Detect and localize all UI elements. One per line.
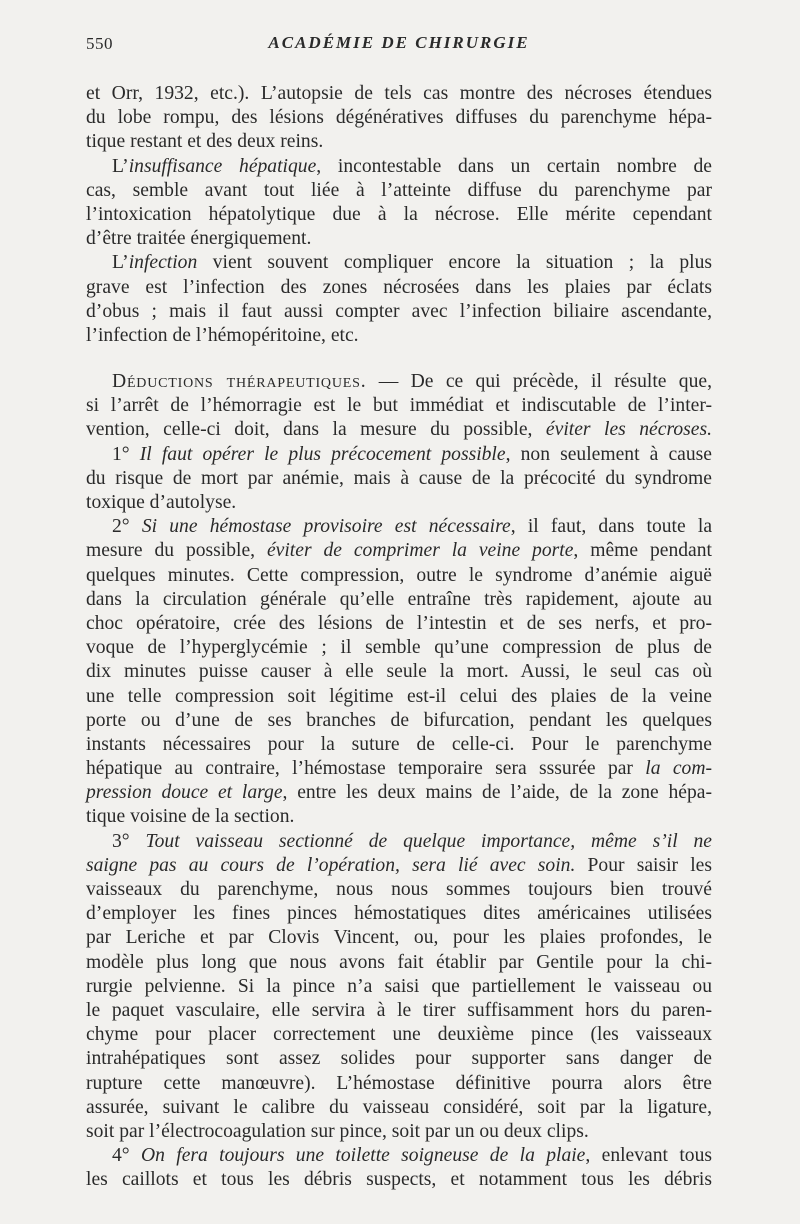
- text-line: [86, 82, 712, 106]
- text-segment: modèle plus long que nous avons fait établir par Gentile pour la chi-: [86, 951, 712, 973]
- text-line: [86, 324, 712, 348]
- text-line: [86, 370, 712, 394]
- text-line: [86, 781, 712, 805]
- text-segment: vaisseaux du parenchyme, nous nous sommes toujours bien trouvé: [86, 879, 712, 900]
- text-line: [86, 636, 712, 660]
- text-segment: le paquet vasculaire, elle servira à le tirer suffisamment hors du paren-: [86, 999, 712, 1021]
- text-segment: , non seulement à cause: [505, 443, 712, 465]
- text-segment: rupture cette manœuvre). L’hémostase définitive pourra alors être: [86, 1072, 712, 1094]
- text-line: [86, 854, 712, 878]
- text-line: [86, 394, 712, 418]
- text-segment: instants nécessaires pour la suture de celle-ci. Pour le parenchyme: [86, 733, 712, 755]
- text-segment: du risque de mort par anémie, mais à cause de la précocité du syndrome: [86, 467, 712, 489]
- italic-text: Il faut opérer le plus précocement possible: [139, 443, 506, 465]
- text-line: [86, 975, 712, 999]
- text-segment: voque de l’hyperglycémie ; il semble qu’une compression de plus de: [86, 637, 712, 659]
- italic-text: insuffisance hépatique: [128, 155, 317, 177]
- text-segment: d’être traitée énergiquement.: [86, 228, 312, 250]
- text-segment: soit par l’électrocoagulation sur pince, soit par un ou deux clips.: [86, 1120, 589, 1142]
- text-line: [86, 227, 712, 251]
- text-line: [86, 300, 712, 324]
- text-segment: Pour saisir les: [575, 854, 712, 876]
- text-line: [86, 999, 712, 1023]
- text-segment: vention, celle-ci doit, dans la mesure du possible,: [86, 419, 546, 441]
- text-segment: une telle compression soit légitime est-il celui des plaies de la veine: [86, 685, 712, 707]
- text-segment: toxique d’autolyse.: [86, 492, 237, 513]
- text-line: [86, 757, 712, 781]
- italic-text: saigne pas au cours de l’opération, sera lié avec soin.: [86, 854, 576, 876]
- text-line: [86, 155, 712, 179]
- text-segment: dans la circulation générale qu’elle entraîne très rapidement, ajoute au: [86, 588, 712, 610]
- small-caps-heading: Déductions thérapeutiques.: [112, 371, 367, 393]
- paragraph-gap: [86, 348, 712, 370]
- text-segment: d’employer les fines pinces hémostatiques dites américaines utilisées: [86, 903, 712, 925]
- text-segment: , entre les deux mains de l’aide, de la zone hépa-: [282, 782, 712, 804]
- text-segment: — De ce qui précède, il résulte que,: [366, 371, 712, 393]
- running-title: ACADÉMIE DE CHIRURGIE: [268, 33, 530, 52]
- text-line: [86, 179, 712, 203]
- text-segment: d’obus ; mais il faut aussi compter avec l’infection biliaire ascendante,: [86, 300, 712, 322]
- text-line: [86, 1168, 712, 1192]
- text-segment: par Leriche et par Clovis Vincent, ou, pour les plaies profondes, le: [86, 927, 712, 949]
- text-segment: assurée, suivant le calibre du vaisseau considéré, soit par la ligature,: [86, 1096, 712, 1118]
- text-line: [86, 660, 712, 684]
- text-line: [86, 685, 712, 709]
- text-line: [86, 443, 712, 467]
- text-segment: du lobe rompu, des lésions dégénératives diffuses du parenchyme hépa-: [86, 107, 712, 129]
- italic-text: Tout vaisseau sectionné de quelque importance, même s’il ne: [145, 830, 712, 852]
- text-segment: vient souvent compliquer encore la situation ; la plus: [197, 252, 712, 274]
- text-segment: rurgie pelvienne. Si la pince n’a saisi que partiellement le vaisseau ou: [86, 975, 712, 997]
- text-segment: L’: [112, 155, 129, 177]
- text-segment: intrahépatiques sont assez solides pour supporter sans danger de: [86, 1048, 712, 1070]
- text-segment: l’intoxication hépatolytique due à la nécrose. Elle mérite cependant: [86, 203, 712, 225]
- italic-text: la com-: [645, 758, 713, 780]
- body-text: [86, 82, 712, 1192]
- text-line: [86, 926, 712, 950]
- text-line: [86, 878, 712, 902]
- page-number: 550: [86, 34, 113, 53]
- text-line: [86, 709, 712, 733]
- text-segment: , incontestable dans un certain nombre de: [316, 155, 712, 177]
- text-line: [86, 951, 712, 975]
- text-segment: mesure du possible,: [86, 540, 267, 562]
- text-line: [86, 251, 712, 275]
- text-line: [86, 539, 712, 563]
- text-line: [86, 106, 712, 130]
- text-segment: les caillots et tous les débris suspects, et notamment tous les débris: [86, 1169, 712, 1191]
- text-segment: , même pendant: [573, 540, 712, 562]
- text-line: [86, 515, 712, 539]
- text-line: [86, 491, 712, 515]
- text-line: [86, 418, 712, 442]
- text-segment: tique restant et des deux reins.: [86, 131, 324, 153]
- text-segment: si l’arrêt de l’hémorragie est le but immédiat et indiscutable de l’inter-: [86, 395, 712, 417]
- text-segment: porte ou d’une de ses branches de bifurcation, pendant les quelques: [86, 709, 712, 731]
- text-segment: l’infection de l’hémopéritoine, etc.: [86, 324, 359, 346]
- text-line: [86, 1047, 712, 1071]
- text-segment: chyme pour placer correctement une deuxième pince (les vaisseaux: [86, 1024, 712, 1046]
- text-line: [86, 1096, 712, 1120]
- text-segment: L’: [112, 252, 129, 274]
- text-line: [86, 1144, 712, 1168]
- text-line: [86, 130, 712, 154]
- text-line: [86, 564, 712, 588]
- italic-text: éviter de comprimer la veine porte: [266, 540, 574, 562]
- page-header: [86, 0, 712, 82]
- text-segment: cas, semble avant tout liée à l’atteinte diffuse du parenchyme par: [86, 179, 712, 201]
- text-segment: 3°: [112, 830, 146, 852]
- text-line: [86, 733, 712, 757]
- text-segment: hépatique au contraire, l’hémostase temporaire sera sssurée par: [86, 758, 646, 780]
- italic-text: pression douce et large: [86, 782, 283, 804]
- text-line: [86, 203, 712, 227]
- text-segment: 2°: [112, 516, 142, 538]
- text-segment: et Orr, 1932, etc.). L’autopsie de tels cas montre des nécroses étendues: [86, 83, 712, 104]
- text-line: [86, 612, 712, 636]
- text-segment: dix minutes puisse causer à elle seule la mort. Aussi, le seul cas où: [86, 661, 712, 683]
- text-line: [86, 805, 712, 829]
- text-segment: grave est l’infection des zones nécrosées dans les plaies par éclats: [86, 276, 712, 298]
- text-line: [86, 276, 712, 300]
- text-segment: choc opératoire, crée des lésions de l’intestin et de ses nerfs, et pro-: [86, 612, 712, 634]
- text-line: [86, 1072, 712, 1096]
- text-segment: , enlevant tous: [585, 1145, 712, 1167]
- italic-text: infection: [128, 252, 198, 274]
- italic-text: On fera toujours une toilette soigneuse de la plaie: [140, 1145, 586, 1167]
- text-segment: , il faut, dans toute la: [510, 516, 713, 538]
- text-line: [86, 830, 712, 854]
- text-line: [86, 1120, 712, 1144]
- text-line: [86, 467, 712, 491]
- italic-text: Si une hémostase provisoire est nécessaire: [141, 516, 511, 538]
- text-line: [86, 588, 712, 612]
- text-segment: 1°: [112, 443, 140, 465]
- text-line: [86, 902, 712, 926]
- italic-text: éviter les nécroses.: [545, 419, 712, 441]
- text-line: [86, 1023, 712, 1047]
- text-segment: quelques minutes. Cette compression, outre le syndrome d’anémie aiguë: [86, 564, 712, 586]
- text-segment: 4°: [112, 1145, 141, 1167]
- text-segment: tique voisine de la section.: [86, 806, 295, 828]
